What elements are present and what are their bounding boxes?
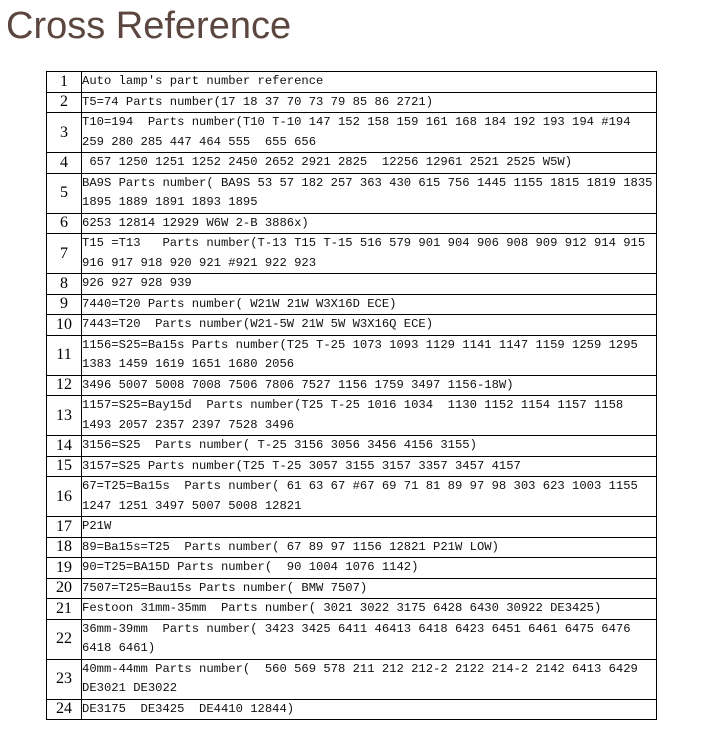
row-text: 1156=S25=Ba15s Parts number(T25 T-25 1073 1093 1129 1141 1147 1159 1259 1295 1383 1459 1619 1651 1680 2056 <box>82 335 657 375</box>
row-number: 21 <box>47 599 82 620</box>
table-row <box>47 456 657 477</box>
row-number: 6 <box>47 213 82 234</box>
table-row <box>47 113 657 153</box>
row-number: 23 <box>47 659 82 699</box>
row-number: 12 <box>47 375 82 396</box>
table-row <box>47 436 657 457</box>
table-row <box>47 294 657 315</box>
table-row <box>47 335 657 375</box>
table-row <box>47 477 657 517</box>
row-text: 36mm-39mm Parts number( 3423 3425 6411 46413 6418 6423 6451 6461 6475 6476 6418 6461) <box>82 619 657 659</box>
row-number: 16 <box>47 477 82 517</box>
table-row <box>47 599 657 620</box>
table-row <box>47 173 657 213</box>
row-text: T15 =T13 Parts number(T-13 T15 T-15 516 579 901 904 906 908 909 912 914 915 916 917 918 920 921 #921 922 923 <box>82 234 657 274</box>
row-text: 90=T25=BA15D Parts number( 90 1004 1076 1142) <box>82 558 657 579</box>
table-row <box>47 315 657 336</box>
row-number: 18 <box>47 537 82 558</box>
row-number: 13 <box>47 396 82 436</box>
row-number: 9 <box>47 294 82 315</box>
row-number: 24 <box>47 699 82 720</box>
cross-reference-table <box>46 71 660 720</box>
row-number: 20 <box>47 578 82 599</box>
row-number: 11 <box>47 335 82 375</box>
row-number: 22 <box>47 619 82 659</box>
row-text: BA9S Parts number( BA9S 53 57 182 257 363 430 615 756 1445 1155 1815 1819 1835 1895 1889 1891 1893 1895 <box>82 173 657 213</box>
table-row <box>47 274 657 295</box>
row-text: DE3175 DE3425 DE4410 12844) <box>82 699 657 720</box>
row-text: 7443=T20 Parts number(W21-5W 21W 5W W3X16Q ECE) <box>82 315 657 336</box>
row-text: 6253 12814 12929 W6W 2-B 3886x) <box>82 213 657 234</box>
row-text: P21W <box>82 517 657 538</box>
table-row <box>47 72 657 93</box>
row-number: 1 <box>47 72 82 93</box>
row-text: 3496 5007 5008 7008 7506 7806 7527 1156 1759 3497 1156-18W) <box>82 375 657 396</box>
row-text: 3157=S25 Parts number(T25 T-25 3057 3155 3157 3357 3457 4157 <box>82 456 657 477</box>
row-text: T5=74 Parts number(17 18 37 70 73 79 85 86 2721) <box>82 92 657 113</box>
table-row <box>47 699 657 720</box>
table-row <box>47 375 657 396</box>
table-row <box>47 578 657 599</box>
row-text: 657 1250 1251 1252 2450 2652 2921 2825 12256 12961 2521 2525 W5W) <box>82 153 657 174</box>
row-text: Auto lamp's part number reference <box>82 72 657 93</box>
table-row <box>47 517 657 538</box>
row-number: 7 <box>47 234 82 274</box>
row-number: 8 <box>47 274 82 295</box>
row-text: 7440=T20 Parts number( W21W 21W W3X16D ECE) <box>82 294 657 315</box>
row-number: 15 <box>47 456 82 477</box>
page-title: Cross Reference <box>6 5 292 47</box>
table-row <box>47 537 657 558</box>
row-text: 7507=T25=Bau15s Parts number( BMW 7507) <box>82 578 657 599</box>
row-text: 89=Ba15s=T25 Parts number( 67 89 97 1156 12821 P21W LOW) <box>82 537 657 558</box>
row-number: 14 <box>47 436 82 457</box>
row-number: 17 <box>47 517 82 538</box>
row-text: 40mm-44mm Parts number( 560 569 578 211 212 212-2 2122 214-2 2142 6413 6429 DE3021 DE3022 <box>82 659 657 699</box>
table-row <box>47 92 657 113</box>
row-text: 1157=S25=Bay15d Parts number(T25 T-25 1016 1034 1130 1152 1154 1157 1158 1493 2057 2357 2397 7528 3496 <box>82 396 657 436</box>
table-row <box>47 619 657 659</box>
table-row <box>47 234 657 274</box>
row-number: 19 <box>47 558 82 579</box>
row-text: T10=194 Parts number(T10 T-10 147 152 158 159 161 168 184 192 193 194 #194 259 280 285 447 464 555 655 656 <box>82 113 657 153</box>
table-row <box>47 558 657 579</box>
row-number: 4 <box>47 153 82 174</box>
row-number: 3 <box>47 113 82 153</box>
row-number: 2 <box>47 92 82 113</box>
row-text: Festoon 31mm-35mm Parts number( 3021 3022 3175 6428 6430 30922 DE3425) <box>82 599 657 620</box>
table-row <box>47 396 657 436</box>
row-number: 10 <box>47 315 82 336</box>
table-row <box>47 213 657 234</box>
row-text: 3156=S25 Parts number( T-25 3156 3056 3456 4156 3155) <box>82 436 657 457</box>
table-row <box>47 153 657 174</box>
row-text: 926 927 928 939 <box>82 274 657 295</box>
table-row <box>47 659 657 699</box>
row-text: 67=T25=Ba15s Parts number( 61 63 67 #67 69 71 81 89 97 98 303 623 1003 1155 1247 1251 3497 5007 5008 12821 <box>82 477 657 517</box>
row-number: 5 <box>47 173 82 213</box>
